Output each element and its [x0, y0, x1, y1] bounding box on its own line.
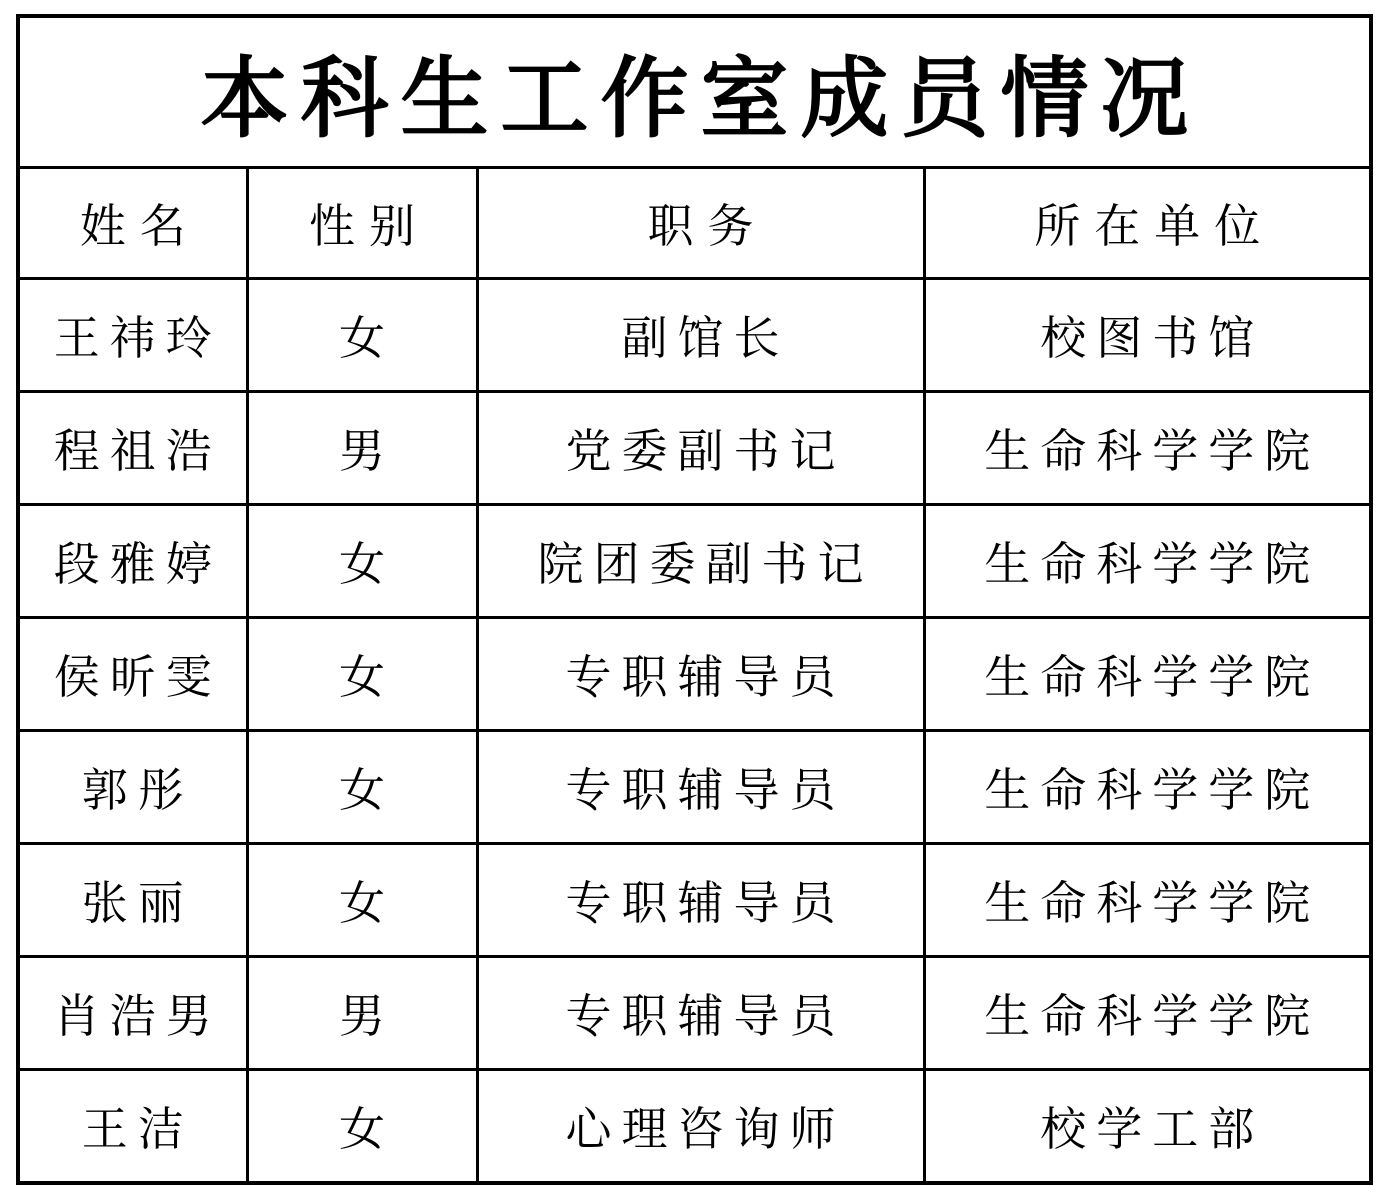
position-cell: 专职辅导员 — [477, 731, 924, 844]
gender-cell: 女 — [247, 505, 477, 618]
gender-cell: 女 — [247, 731, 477, 844]
title-row — [18, 16, 1371, 168]
unit-cell: 生命科学学院 — [924, 505, 1371, 618]
unit-cell: 生命科学学院 — [924, 731, 1371, 844]
unit-cell: 校图书馆 — [924, 279, 1371, 392]
unit-cell: 生命科学学院 — [924, 618, 1371, 731]
position-cell: 心理咨询师 — [477, 1070, 924, 1184]
table-row — [18, 279, 1371, 392]
position-cell: 专职辅导员 — [477, 844, 924, 957]
name-cell: 程祖浩 — [18, 392, 247, 505]
name-cell: 王祎玲 — [18, 279, 247, 392]
name-cell: 侯昕雯 — [18, 618, 247, 731]
gender-cell: 男 — [247, 392, 477, 505]
name-cell: 郭彤 — [18, 731, 247, 844]
table-row — [18, 844, 1371, 957]
unit-cell: 生命科学学院 — [924, 392, 1371, 505]
position-cell: 院团委副书记 — [477, 505, 924, 618]
gender-cell: 女 — [247, 844, 477, 957]
column-header-name: 姓名 — [18, 168, 247, 279]
position-cell: 副馆长 — [477, 279, 924, 392]
position-cell: 党委副书记 — [477, 392, 924, 505]
column-header-position: 职务 — [477, 168, 924, 279]
unit-cell: 校学工部 — [924, 1070, 1371, 1184]
table-title: 本科生工作室成员情况 — [18, 16, 1371, 168]
table-row — [18, 618, 1371, 731]
members-table — [16, 14, 1373, 1185]
table-row — [18, 392, 1371, 505]
table-row — [18, 505, 1371, 618]
gender-cell: 男 — [247, 957, 477, 1070]
position-cell: 专职辅导员 — [477, 957, 924, 1070]
unit-cell: 生命科学学院 — [924, 844, 1371, 957]
table-row — [18, 1070, 1371, 1184]
table-row — [18, 731, 1371, 844]
gender-cell: 女 — [247, 279, 477, 392]
name-cell: 段雅婷 — [18, 505, 247, 618]
column-header-gender: 性别 — [247, 168, 477, 279]
gender-cell: 女 — [247, 1070, 477, 1184]
unit-cell: 生命科学学院 — [924, 957, 1371, 1070]
column-header-unit: 所在单位 — [924, 168, 1371, 279]
gender-cell: 女 — [247, 618, 477, 731]
position-cell: 专职辅导员 — [477, 618, 924, 731]
name-cell: 张丽 — [18, 844, 247, 957]
name-cell: 肖浩男 — [18, 957, 247, 1070]
name-cell: 王洁 — [18, 1070, 247, 1184]
header-row — [18, 168, 1371, 279]
table-row — [18, 957, 1371, 1070]
